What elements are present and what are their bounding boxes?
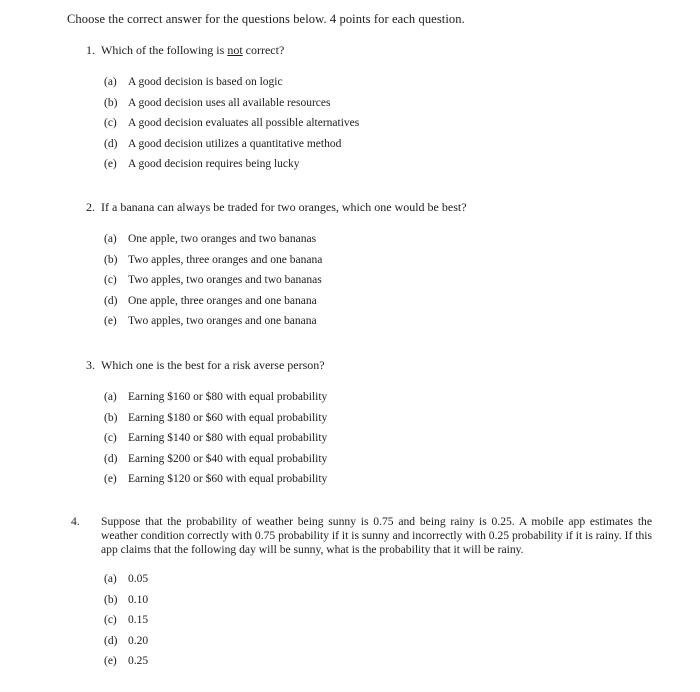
option-letter: (d) bbox=[104, 294, 118, 307]
option-item bbox=[104, 651, 652, 672]
option-text: One apple, three oranges and one banana bbox=[128, 294, 317, 307]
question-text-part: Suppose that the probability of weather being sunny is 0.75 and being rainy is 0.25. A mobile app estimates the weather condition correctly with 0.75 probability if it is sunny and incorrectly with 0.25 probability if it is rainy. If this app claims that the following day will be sunny, what is the probability that it will be rainy. bbox=[101, 515, 652, 556]
option-item bbox=[104, 408, 327, 429]
question-3 bbox=[86, 357, 327, 490]
option-text: Two apples, two oranges and one banana bbox=[128, 315, 317, 327]
option-item bbox=[104, 610, 652, 631]
option-text: Earning $180 or $60 with equal probability bbox=[128, 411, 328, 424]
option-letter: (d) bbox=[104, 634, 118, 647]
option-letter: (e) bbox=[104, 158, 117, 170]
option-text: 0.15 bbox=[128, 614, 149, 626]
option-text: 0.05 bbox=[128, 573, 149, 585]
option-letter: (a) bbox=[104, 76, 117, 88]
question-1-text bbox=[86, 42, 359, 59]
option-text: Two apples, three oranges and one banana bbox=[128, 253, 323, 266]
question-4-options bbox=[86, 569, 652, 672]
option-text: 0.25 bbox=[128, 655, 149, 667]
question-3-text bbox=[86, 357, 327, 374]
option-letter: (a) bbox=[104, 233, 117, 245]
option-text: One apple, two oranges and two bananas bbox=[128, 233, 317, 245]
question-1 bbox=[86, 42, 359, 175]
option-letter: (d) bbox=[104, 452, 118, 465]
option-letter: (b) bbox=[104, 593, 118, 606]
option-text: Earning $140 or $80 with equal probability bbox=[128, 432, 328, 444]
option-text: A good decision requires being lucky bbox=[128, 158, 300, 170]
question-text-part: Which of the following is bbox=[101, 43, 228, 57]
question-text-part: correct? bbox=[242, 43, 285, 57]
question-2-text bbox=[86, 199, 467, 216]
option-letter: (b) bbox=[104, 96, 118, 109]
question-2-options bbox=[86, 229, 467, 332]
question-number: 4. bbox=[71, 515, 80, 528]
option-letter: (c) bbox=[104, 614, 117, 626]
option-item bbox=[104, 569, 652, 590]
option-text: A good decision uses all available resources bbox=[128, 96, 331, 109]
question-number: 1. bbox=[86, 43, 95, 57]
option-text: Two apples, two oranges and two bananas bbox=[128, 274, 322, 286]
option-letter: (c) bbox=[104, 274, 117, 286]
question-number: 3. bbox=[86, 358, 95, 372]
option-text: Earning $200 or $40 with equal probability bbox=[128, 452, 328, 465]
option-letter: (e) bbox=[104, 655, 117, 667]
option-text: Earning $120 or $60 with equal probability bbox=[128, 473, 328, 485]
question-4-text bbox=[71, 515, 652, 557]
option-letter: (c) bbox=[104, 117, 117, 129]
option-item bbox=[104, 250, 467, 271]
option-text: A good decision utilizes a quantitative method bbox=[128, 137, 342, 150]
option-letter: (b) bbox=[104, 411, 118, 424]
option-letter: (e) bbox=[104, 315, 117, 327]
option-item bbox=[104, 469, 327, 490]
underlined-word: not bbox=[227, 43, 243, 57]
option-text: Earning $160 or $80 with equal probability bbox=[128, 391, 328, 403]
option-item bbox=[104, 449, 327, 470]
question-text-part: If a banana can always be traded for two oranges, which one would be best? bbox=[101, 200, 467, 214]
option-text: A good decision is based on logic bbox=[128, 76, 283, 88]
option-letter: (a) bbox=[104, 573, 117, 585]
option-item bbox=[104, 631, 652, 652]
option-letter: (d) bbox=[104, 137, 118, 150]
question-3-options bbox=[86, 387, 327, 490]
option-item bbox=[104, 387, 327, 408]
option-item bbox=[104, 270, 467, 291]
question-4 bbox=[71, 515, 652, 672]
option-letter: (b) bbox=[104, 253, 118, 266]
option-item bbox=[104, 229, 467, 250]
option-text: 0.20 bbox=[128, 634, 149, 647]
instruction-text: Choose the correct answer for the questions below. 4 points for each question. bbox=[67, 12, 465, 26]
option-text: 0.10 bbox=[128, 593, 149, 606]
option-item bbox=[104, 154, 359, 175]
option-item bbox=[104, 291, 467, 312]
option-item bbox=[104, 311, 467, 332]
option-letter: (a) bbox=[104, 391, 117, 403]
option-item bbox=[104, 113, 359, 134]
option-item bbox=[104, 72, 359, 93]
option-text: A good decision evaluates all possible alternatives bbox=[128, 117, 360, 129]
question-text-part: Which one is the best for a risk averse person? bbox=[101, 358, 325, 372]
question-2 bbox=[86, 199, 467, 332]
option-item bbox=[104, 590, 652, 611]
question-number: 2. bbox=[86, 200, 95, 214]
option-item bbox=[104, 134, 359, 155]
option-item bbox=[104, 428, 327, 449]
question-1-options bbox=[86, 72, 359, 175]
option-item bbox=[104, 93, 359, 114]
option-letter: (e) bbox=[104, 473, 117, 485]
option-letter: (c) bbox=[104, 432, 117, 444]
